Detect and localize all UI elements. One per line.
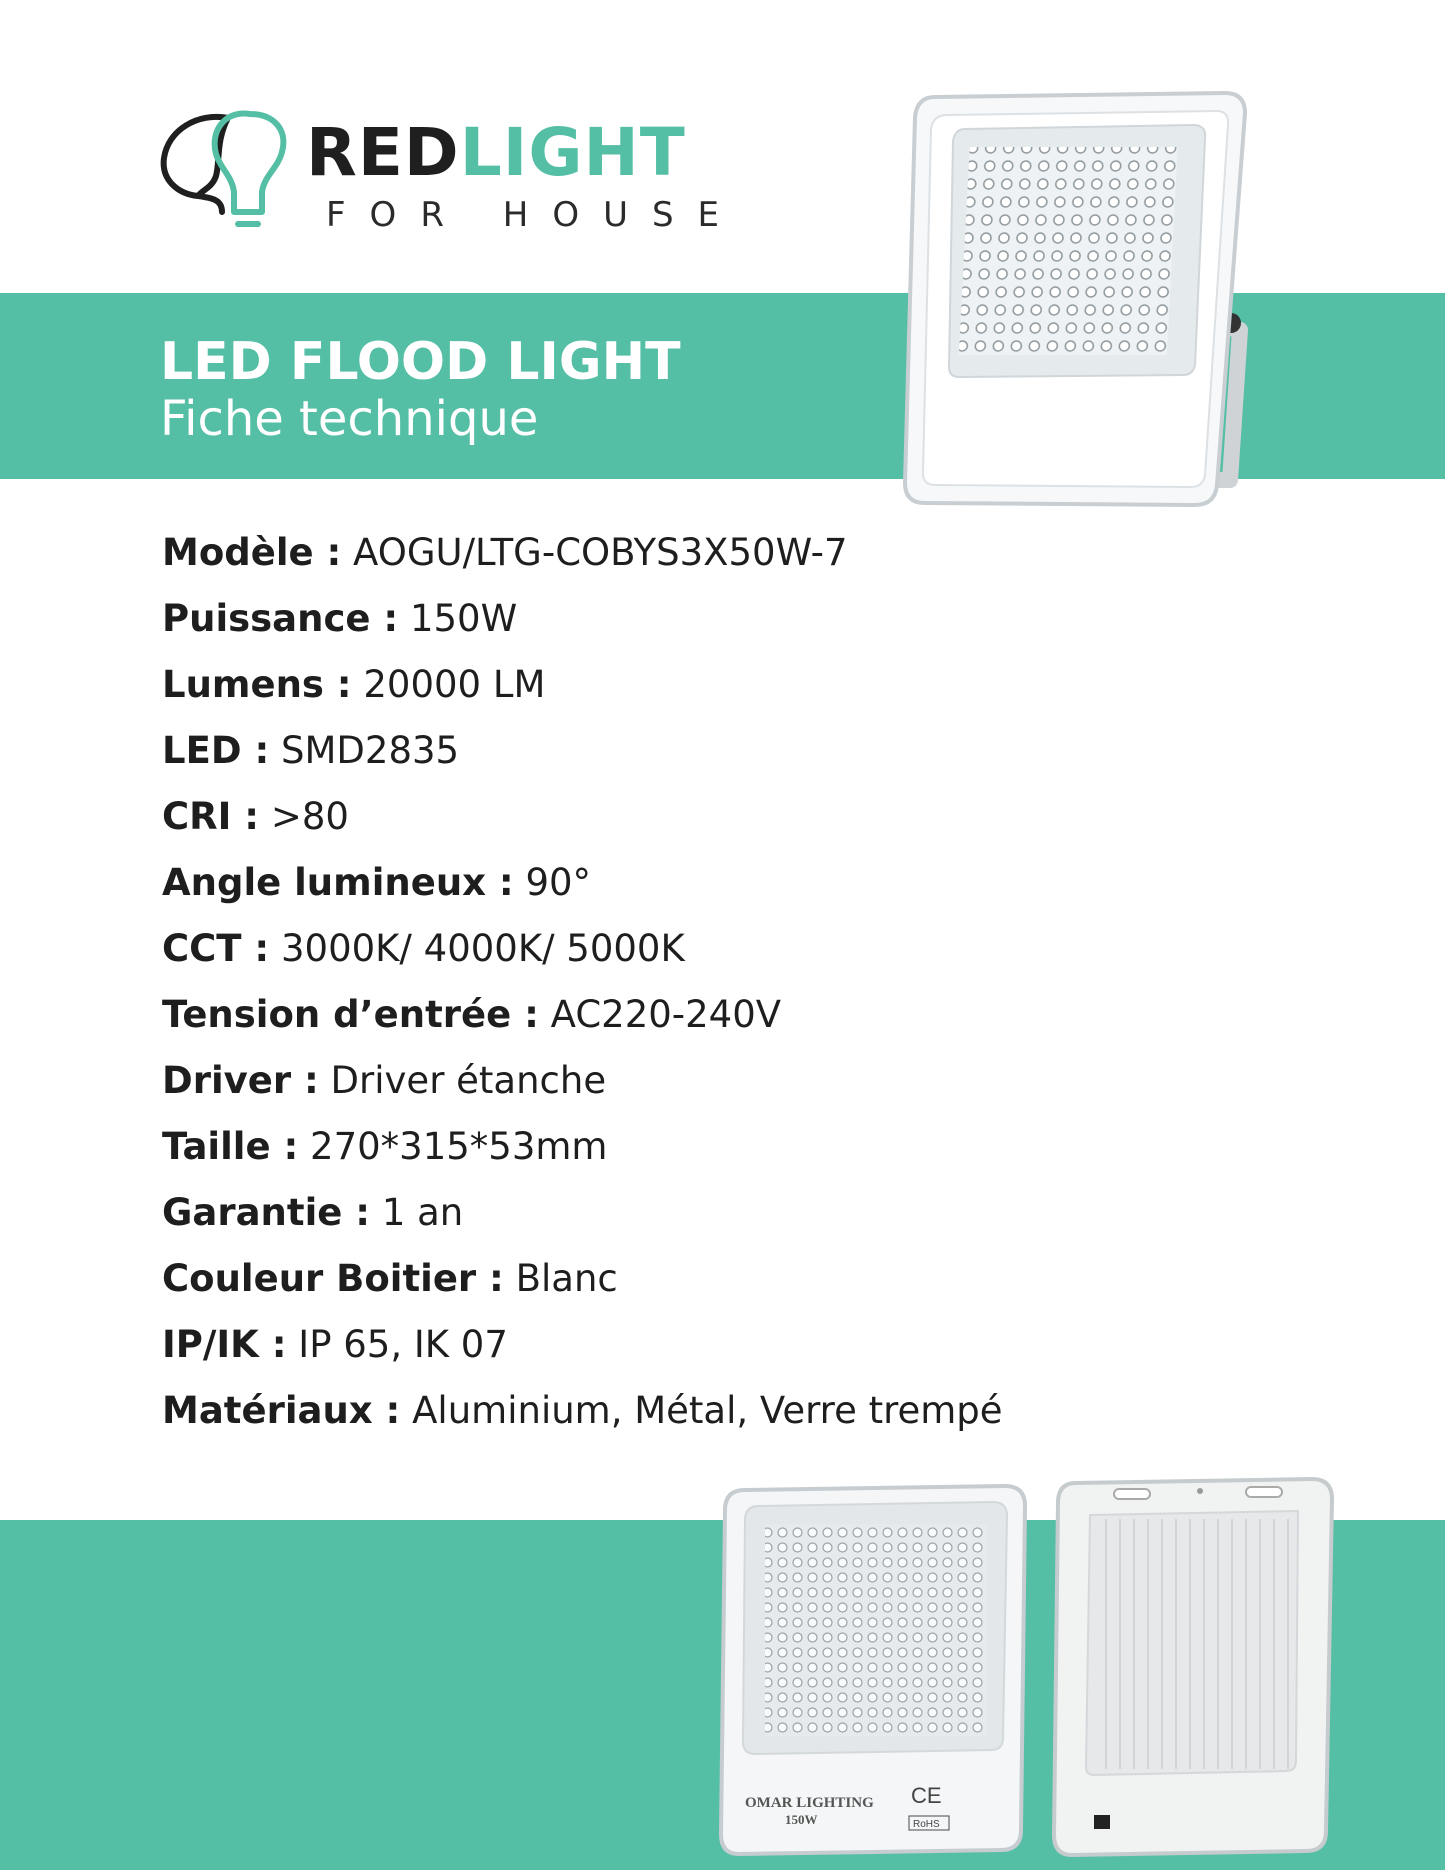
spec-value: Aluminium, Métal, Verre trempé [412,1389,1003,1432]
rohs-mark: RoHS [913,1819,940,1830]
spec-list [162,528,1003,1452]
spec-value: Blanc [515,1257,618,1300]
page-subtitle: Fiche technique [160,391,539,447]
spec-row-couleur [162,1254,1003,1320]
spec-row-angle [162,858,1003,924]
spec-value: 270*315*53mm [310,1125,608,1168]
product-label-brand: OMAR LIGHTING [745,1795,874,1811]
spec-row-cct [162,924,1003,990]
spec-value: 20000 LM [363,663,546,706]
flood-light-back-icon [1050,1475,1340,1860]
spec-label: Driver : [162,1059,319,1102]
brand-logo [158,100,744,240]
spec-value: 3000K/ 4000K/ 5000K [281,927,685,970]
spec-row-cri [162,792,1003,858]
spec-row-led [162,726,1003,792]
spec-label: LED : [162,729,270,772]
spec-label: Modèle : [162,531,342,574]
spec-row-tension [162,990,1003,1056]
spec-value: AC220-240V [550,993,782,1036]
spec-value: 150W [409,597,518,640]
ce-mark: CE [911,1783,942,1808]
spec-row-puissance [162,594,1003,660]
spec-row-driver [162,1056,1003,1122]
spec-value: AOGU/LTG-COBYS3X50W-7 [353,531,848,574]
spec-label: Matériaux : [162,1389,401,1432]
lightbulb-head-logo-icon [158,100,308,240]
spec-row-lumens [162,660,1003,726]
spec-row-materiaux [162,1386,1003,1452]
brand-name-light: LIGHT [459,114,686,191]
spec-row-taille [162,1122,1003,1188]
spec-row-modele [162,528,1003,594]
page-title: LED FLOOD LIGHT [160,332,681,392]
spec-label: Puissance : [162,597,399,640]
spec-label: Angle lumineux : [162,861,514,904]
spec-row-ipik [162,1320,1003,1386]
spec-value: Driver étanche [330,1059,607,1102]
spec-value: 1 an [381,1191,464,1234]
spec-row-garantie [162,1188,1003,1254]
spec-label: CRI : [162,795,260,838]
spec-label: Tension d’entrée : [162,993,539,1036]
spec-value: IP 65, IK 07 [298,1323,508,1366]
flood-light-front-icon [715,1480,1035,1860]
spec-value: 90° [525,861,592,904]
spec-value: SMD2835 [281,729,460,772]
spec-label: Taille : [162,1125,299,1168]
spec-label: Lumens : [162,663,352,706]
spec-label: Couleur Boitier : [162,1257,504,1300]
brand-tagline: FOR HOUSE [326,195,744,235]
product-label-power: 150W [785,1812,818,1827]
spec-label: CCT : [162,927,270,970]
brand-name [306,114,686,191]
spec-label: Garantie : [162,1191,371,1234]
spec-label: IP/IK : [162,1323,287,1366]
brand-name-red: RED [306,114,460,191]
flood-light-product-icon [895,85,1275,515]
spec-value: >80 [270,795,349,838]
